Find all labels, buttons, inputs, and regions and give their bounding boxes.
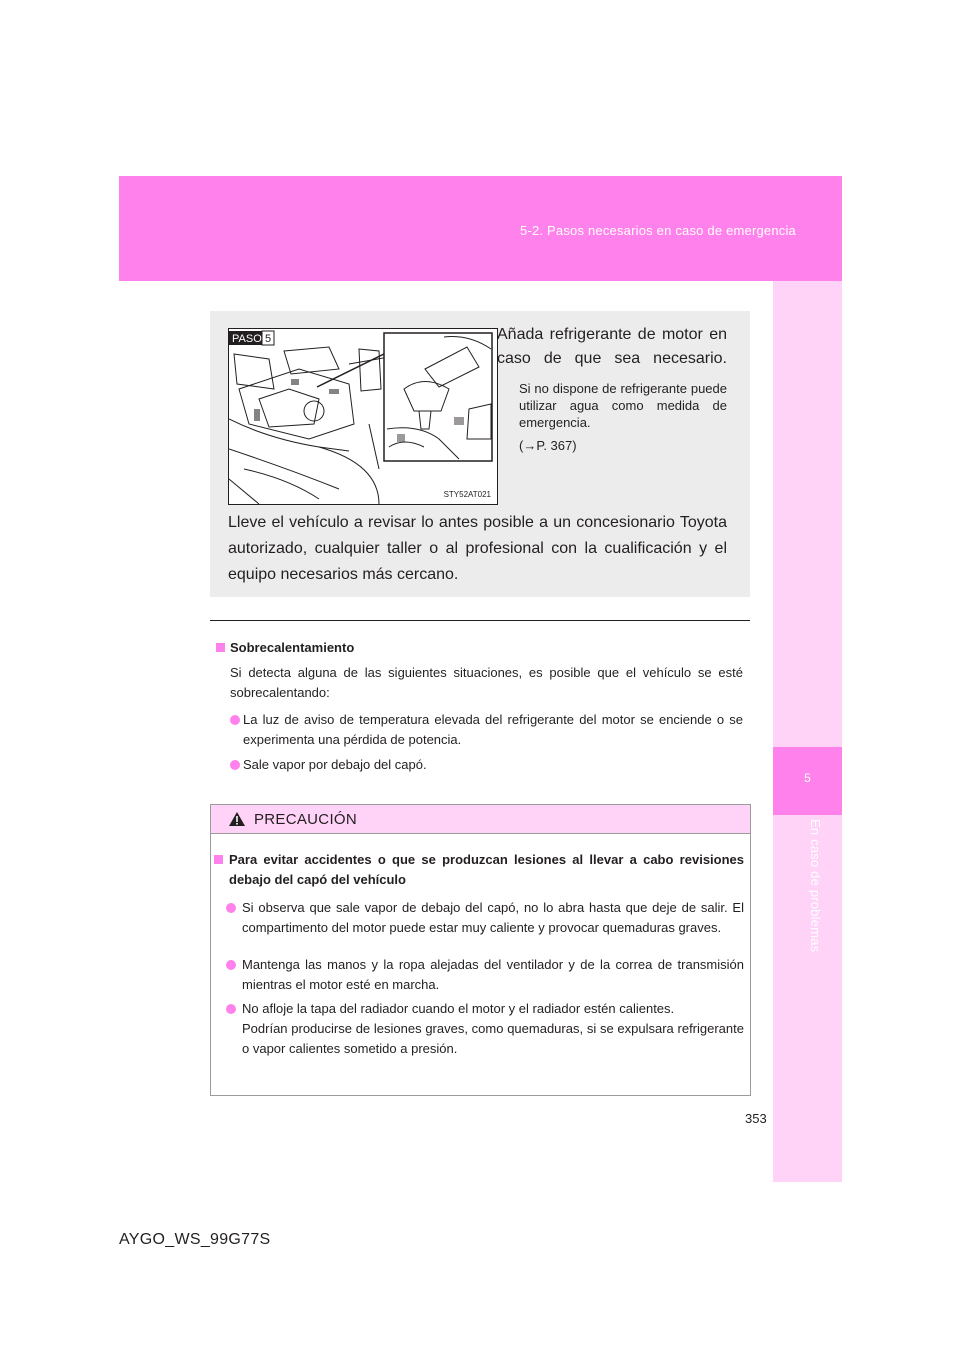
circle-bullet-icon — [226, 903, 236, 913]
caution-bullet-text: Si observa que sale vapor de debajo del capó, no lo abra hasta que deje de salir. El compartimento del motor puede estar muy caliente y provocar quemaduras graves. — [242, 900, 744, 935]
chapter-label: En caso de problemas — [808, 819, 823, 953]
caution-bullet — [226, 999, 744, 1059]
chapter-number: 5 — [804, 771, 811, 785]
image-code: STY52AT021 — [443, 490, 491, 499]
header-band — [119, 176, 842, 281]
square-bullet-icon — [214, 855, 223, 864]
caution-header — [211, 805, 750, 834]
overheat-title: Sobrecalentamiento — [230, 640, 355, 655]
step-illustration — [228, 328, 498, 505]
caution-subheading-text: Para evitar accidentes o que se produzcan lesiones al llevar a cabo revisiones debajo del capó del vehículo — [229, 852, 744, 887]
circle-bullet-icon — [230, 760, 240, 770]
page-reference: (→P. 367) — [519, 438, 577, 453]
caution-subheading — [214, 850, 744, 890]
page-number: 353 — [745, 1111, 767, 1126]
step-paragraph: Lleve el vehículo a revisar lo antes posible a un concesionario Toyota autorizado, cualquier taller o al profesional con la cualificación y el equipo necesarios más cercano. — [228, 514, 727, 583]
overheat-bullet-text: Sale vapor por debajo del capó. — [243, 757, 427, 772]
sidebar-tab-upper — [773, 281, 842, 747]
square-bullet-icon — [216, 643, 225, 652]
caution-bullet-text: No afloje la tapa del radiador cuando el motor y el radiador estén calientes. — [242, 1001, 675, 1016]
caution-title: PRECAUCIÓN — [254, 811, 358, 828]
overheat-bullet — [230, 710, 743, 750]
step-badge-number: 5 — [265, 333, 272, 345]
sidebar-tab-lower — [773, 815, 842, 1182]
warning-triangle-icon — [228, 811, 246, 827]
caution-bullet — [226, 955, 744, 995]
section-header: 5-2. Pasos necesarios en caso de emergencia — [520, 223, 796, 238]
step-title: Añada refrigerante de motor en caso de que sea necesario. — [497, 326, 727, 367]
caution-bullet-continuation: Podrían producirse de lesiones graves, como quemaduras, si se expulsara refrigerante o vapor calientes sometido a presión. — [242, 1021, 744, 1056]
circle-bullet-icon — [230, 715, 240, 725]
caution-bullet-text: Mantenga las manos y la ropa alejadas del ventilador y de la correa de transmisión mientras el motor esté en marcha. — [242, 957, 744, 992]
circle-bullet-icon — [226, 960, 236, 970]
overheat-intro: Si detecta alguna de las siguientes situaciones, es posible que el vehículo se esté sobrecalentando: — [230, 665, 743, 700]
overheat-bullet — [230, 755, 743, 775]
section-divider — [210, 620, 750, 621]
step-note: Si no dispone de refrigerante puede utilizar agua como medida de emergencia. — [519, 381, 727, 430]
overheat-bullet-text: La luz de aviso de temperatura elevada del refrigerante del motor se enciende o se experimenta una pérdida de potencia. — [243, 712, 743, 747]
caution-box — [210, 804, 751, 1096]
circle-bullet-icon — [226, 1004, 236, 1014]
step-badge-label: PASO — [232, 333, 262, 345]
caution-bullet — [226, 898, 744, 938]
overheat-heading — [216, 640, 354, 655]
document-code: AYGO_WS_99G77S — [119, 1231, 271, 1248]
step-box — [210, 311, 750, 597]
chapter-tab — [773, 747, 842, 815]
